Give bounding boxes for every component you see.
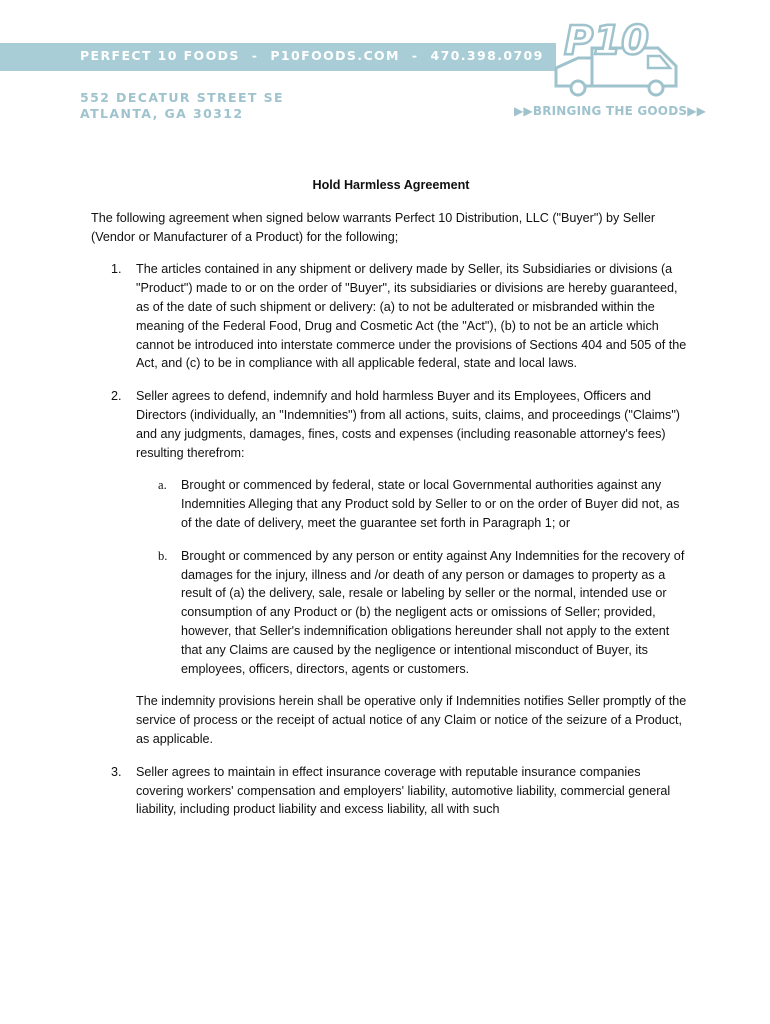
separator: - [411, 48, 419, 63]
separator: - [251, 48, 259, 63]
clause-number: 2. [111, 389, 122, 404]
subclause-a [136, 476, 691, 532]
address-line-2: ATLANTA, GA 30312 [80, 106, 244, 121]
clause-number: 1. [111, 262, 122, 277]
agreement-document [91, 176, 691, 833]
website: P10FOODS.COM [270, 48, 400, 63]
subclause-letter: a. [158, 478, 167, 493]
clause-text: The articles contained in any shipment or delivery made by Seller, its Subsidiaries or divisions (a "Product") made to or on the order of "Buyer", its subsidiaries or divisions are hereby guaranteed, as of the date of such shipment or delivery: (a) to not be adulterated or misbranded within the meaning of the Federal Food, Drug and Cosmetic Act (the "Act"), (b) to not be an article which cannot be introduced into interstate commerce under the provisions of Sections 404 and 505 of the Act, and (c) to be in compliance with all applicable federal, state and local laws. [136, 262, 687, 371]
document-title: Hold Harmless Agreement [312, 178, 470, 192]
intro-paragraph: The following agreement when signed below warrants Perfect 10 Distribution, LLC ("Buyer") by Seller (Vendor or Manufacturer of a Product) for the following; [91, 210, 656, 244]
logo-text: P10 [564, 18, 649, 64]
indemnity-note: The indemnity provisions herein shall be operative only if Indemnities notifies Seller promptly of the service of process or the receipt of actual notice of any Claim or notice of the seizure of a Product, as applicable. [136, 694, 687, 746]
contact-line [80, 48, 544, 63]
clause-1 [91, 260, 691, 373]
delivery-truck-icon [548, 16, 688, 100]
subclause-b [136, 547, 691, 679]
address-line-1: 552 DECATUR STREET SE [80, 90, 284, 105]
subclause-text: Brought or commenced by any person or entity against Any Indemnities for the recovery of damages for the injury, illness and /or death of any person or damages to property as a result of (a) the delivery, sale, resale or labeling by seller or the normal, intended use or consumption of any Product or (b) the negligent acts or omissions of Seller; provided, however, that Seller's indemnification obligations hereunder shall not apply to the extent that any Claims are caused by the negligence or intentional misconduct of Buyer, its employees, officers, directors, agents or customers. [181, 548, 685, 676]
clause-text: Seller agrees to defend, indemnify and hold harmless Buyer and its Employees, Officers and Directors (individually, an "Indemnities") from all actions, suits, claims, and proceedings ("Claims") and any judgments, damages, fines, costs and expenses (including reasonable attorney's fees) resulting therefrom: [136, 389, 680, 460]
address [80, 90, 284, 122]
tagline: ▶▶BRINGING THE GOODS▶▶ [514, 104, 707, 118]
subclause-letter: b. [158, 548, 168, 563]
clause-3 [91, 763, 691, 819]
clause-text: Seller agrees to maintain in effect insurance coverage with reputable insurance companies covering workers' compensation and employers' liability, automotive liability, commercial general liability, including product liability and excess liability, all with such [136, 764, 671, 817]
clause-number: 3. [111, 764, 122, 779]
company-name: PERFECT 10 FOODS [80, 48, 240, 63]
clause-2 [91, 387, 691, 749]
subclause-text: Brought or commenced by federal, state or local Governmental authorities against any Indemnities Alleging that any Product sold by Seller to or on the order of Buyer did not, as of the date of delivery, meet the guarantee set forth in Paragraph 1; or [181, 478, 680, 530]
phone-number: 470.398.0709 [430, 48, 544, 63]
